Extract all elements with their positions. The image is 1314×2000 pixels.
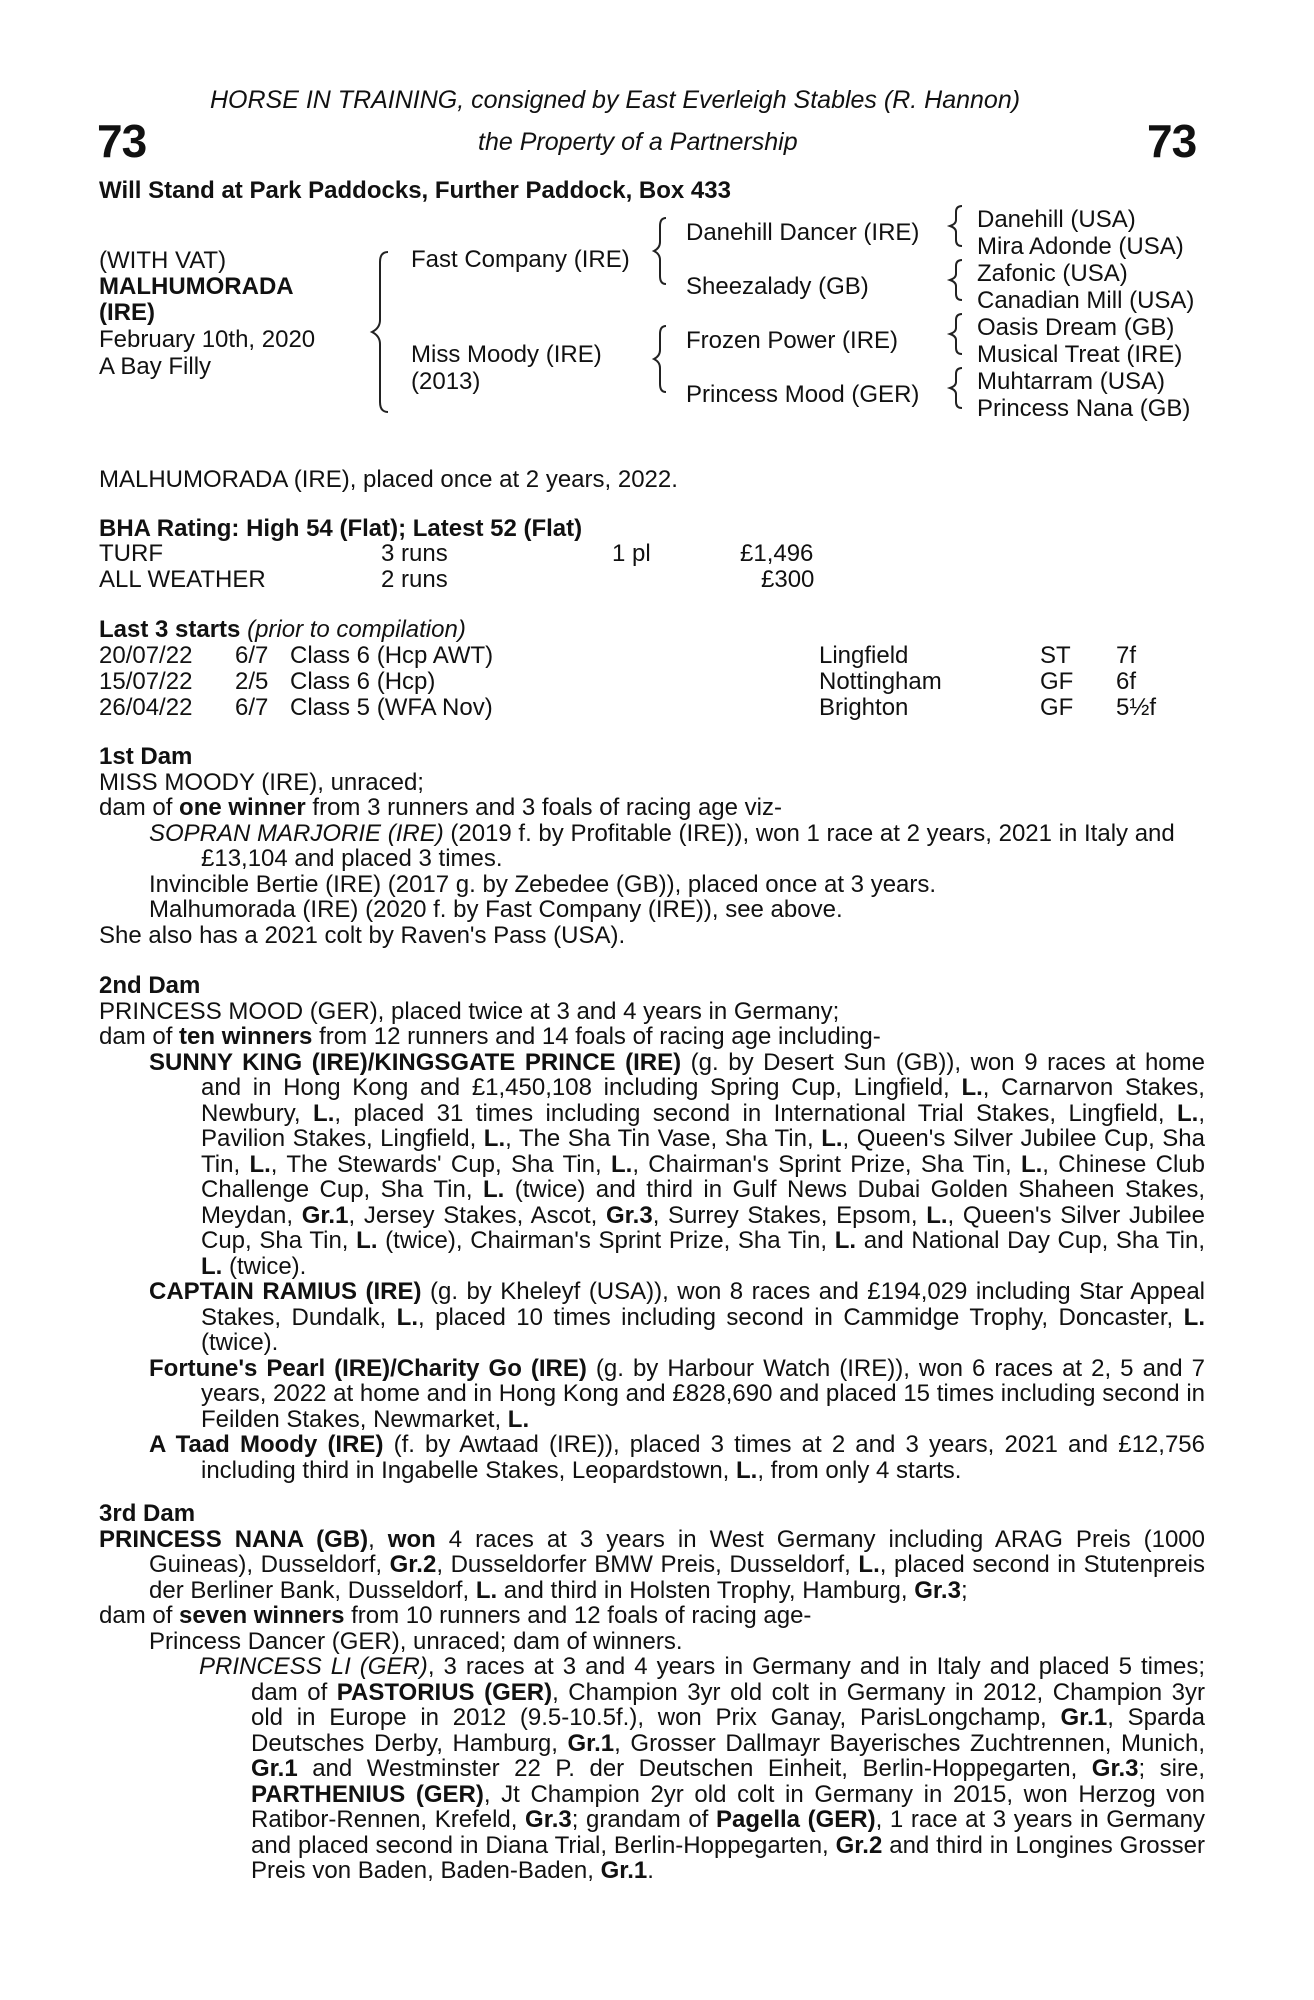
property-line: the Property of a Partnership <box>478 128 798 156</box>
horse-dob: February 10th, 2020 <box>99 326 316 353</box>
race-summary: MALHUMORADA (IRE), placed once at 2 years, 2022. <box>99 466 678 493</box>
ggs-1: Danehill (USA) <box>977 206 1136 233</box>
second-dam-heading: 2nd Dam <box>99 972 201 999</box>
vat-note: (WITH VAT) <box>99 247 227 274</box>
sibling-entry: SUNNY KING (IRE)/KINGSGATE PRINCE (IRE) (g. by Desert Sun (GB)), won 9 races at home and in Hong Kong and £1,450,108 including Spring Cup, Lingfield, L., Carnarvon Stakes, Newbury, L., placed 31 times including second in International Trial Stakes, Lingfield, L., Pavilion Stakes, Lingfield, L., The Sha Tin Vase, Sha Tin, L., Queen's Silver Jubilee Cup, Sha Tin, L., The Stewards' Cup, Sha Tin, L., Chairman's Sprint Prize, Sha Tin, L., Chinese Club Challenge Cup, Sha Tin, L. (twice) and third in Gulf News Dubai Golden Shaheen Stakes, Meydan, Gr.1, Jersey Stakes, Ascot, Gr.3, Surrey Stakes, Epsom, L., Queen's Silver Jubilee Cup, Sha Tin, L. (twice), Chairman's Sprint Prize, Sha Tin, L. and National Day Cup, Sha Tin, L. (twice). <box>149 1048 1206 1280</box>
lot-number-right: 73 <box>1147 115 1197 167</box>
horse-description: A Bay Filly <box>99 353 212 380</box>
ggs-3: Zafonic (USA) <box>977 260 1128 287</box>
sibling-entry: CAPTAIN RAMIUS (IRE) (g. by Kheleyf (USA)), won 8 races and £194,029 including Star Appeal Stakes, Dundalk, L., placed 10 times including second in Cammidge Trophy, Doncaster, L. (twice). <box>149 1278 1206 1356</box>
last-starts-heading: Last 3 starts (prior to compilation) <box>99 616 466 643</box>
ggs-8: Princess Nana (GB) <box>977 395 1191 422</box>
sibling-entry: A Taad Moody (IRE) (f. by Awtaad (IRE)), placed 3 times at 2 and 3 years, 2021 and £12,756 including third in Ingabelle Stakes, Leopardstown, L., from only 4 starts. <box>149 1431 1205 1484</box>
ggs-4: Canadian Mill (USA) <box>977 287 1195 314</box>
second-dam-section: 2nd Dam PRINCESS MOOD (GER), placed twice at 3 and 4 years in Germany; dam of ten winners from 12 runners and 14 foals of racing age including- SUNNY KING (IRE)/KINGSGATE PRINCE (IRE) (g. by Desert Sun (GB)), won 9 races at home and in Hong Kong and £1,450,108 including Spring Cup, Lingfield, L., Carnarvon Stakes, Newbury, L., placed 31 times including second in International Trial Stakes, Lingfield, L., Pavilion Stakes, Lingfield, L., The Sha Tin Vase, Sha Tin, L., Queen's Silver Jubilee Cup, Sha Tin, L., The Stewards' Cup, Sha Tin, L., Chairman's Sprint Prize, Sha Tin, L., Chinese Club Challenge Cup, Sha Tin, L. (twice) and third in Gulf News Dubai Golden Shaheen Stakes, Meydan, Gr.1, Jersey Stakes, Ascot, Gr.3, Surrey Stakes, Epsom, L., Queen's Silver Jubilee Cup, Sha Tin, L. (twice), Chairman's Sprint Prize, Sha Tin, L. and National Day Cup, Sha Tin, L. (twice). CAPTAIN RAMIUS (IRE) (g. by Kheleyf (USA)), won 8 races and £194,029 including Star Appeal Stakes, Dundalk, L., placed 10 times including second in Cammidge Trophy, Doncaster, L. (twice). Fortune's Pearl (IRE)/Charity Go (IRE) (g. by Harbour Watch (IRE)), won 6 races at 2, 5 and 7 years, 2022 at home and in Hong Kong and £828,690 and placed 15 times including second in Feilden Stakes, Newmarket, L. A Taad Moody (IRE) (f. by Awtaad (IRE)), placed 3 times at 2 and 3 years, 2021 and £12,756 including third in Ingabelle Stakes, Leopardstown, L., from only 4 starts. <box>99 972 1206 1484</box>
bha-rating: BHA Rating: High 54 (Flat); Latest 52 (Flat) <box>99 515 583 542</box>
dam-year: (2013) <box>411 368 481 395</box>
first-dam-section: 1st Dam MISS MOODY (IRE), unraced; dam of one winner from 3 runners and 3 foals of racing age viz- SOPRAN MARJORIE (IRE) (2019 f. by Profitable (IRE)), won 1 race at 2 years, 2021 in Italy and £13,104 and placed 3 times. Invincible Bertie (IRE) (2017 g. by Zebedee (GB)), placed once at 3 years. Malhumorada (IRE) (2020 f. by Fast Company (IRE)), see above. She also has a 2021 colt by Raven's Pass (USA). <box>99 744 1205 948</box>
dam-dam: Princess Mood (GER) <box>686 381 920 408</box>
third-dam-heading: 3rd Dam <box>99 1500 196 1527</box>
first-dam-heading: 1st Dam <box>99 743 193 770</box>
consignment-line: HORSE IN TRAINING, consigned by East Everleigh Stables (R. Hannon) <box>210 86 1021 114</box>
sire-sire: Danehill Dancer (IRE) <box>686 219 920 246</box>
sibling-entry: Fortune's Pearl (IRE)/Charity Go (IRE) (g. by Harbour Watch (IRE)), won 6 races at 2, 5 and 7 years, 2022 at home and in Hong Kong and £828,690 and placed 15 times including second in Feilden Stakes, Newmarket, L. <box>149 1354 1205 1433</box>
sire-dam: Sheezalady (GB) <box>686 273 869 300</box>
horse-name: MALHUMORADA <box>99 273 294 300</box>
dam-sire: Frozen Power (IRE) <box>686 327 899 354</box>
third-dam-section: 3rd Dam PRINCESS NANA (GB), won 4 races at 3 years in West Germany including ARAG Preis (1000 Guineas), Dusseldorf, Gr.2, Dusseldorfer BMW Preis, Dusseldorf, L., placed second in Stutenpreis der Berliner Bank, Dusseldorf, L. and third in Holsten Trophy, Hamburg, Gr.3; dam of seven winners from 10 runners and 12 foals of racing age- Princess Dancer (GER), unraced; dam of winners. PRINCESS LI (GER), 3 races at 3 and 4 years in Germany and in Italy and placed 5 times; dam of PASTORIUS (GER), Champion 3yr old colt in Germany in 2012, Champion 3yr old in Europe in 2012 (9.5-10.5f.), won Prix Ganay, ParisLongchamp, Gr.1, Sparda Deutsches Derby, Hamburg, Gr.1, Grosser Dallmayr Bayerisches Zuchtrennen, Munich, Gr.1 and Westminster 22 P. der Deutschen Einheit, Berlin-Hoppegarten, Gr.3; sire, PARTHENIUS (GER), Jt Champion 2yr old colt in Germany in 2015, won Herzog von Ratibor-Rennen, Krefeld, Gr.3; grandam of Pagella (GER), 1 race at 3 years in Germany and placed second in Diana Trial, Berlin-Hoppegarten, Gr.2 and third in Longines Grosser Preis von Baden, Baden-Baden, Gr.1. <box>99 1500 1206 1884</box>
ggs-7: Muhtarram (USA) <box>977 368 1166 395</box>
ggs-5: Oasis Dream (GB) <box>977 314 1175 341</box>
dam: Miss Moody (IRE) <box>411 341 602 368</box>
ggs-6: Musical Treat (IRE) <box>977 341 1183 368</box>
sire: Fast Company (IRE) <box>411 246 630 273</box>
stand-location: Will Stand at Park Paddocks, Further Paddock, Box 433 <box>99 177 731 204</box>
lot-number-left: 73 <box>97 115 147 167</box>
horse-country: (IRE) <box>99 299 155 326</box>
ggs-2: Mira Adonde (USA) <box>977 233 1184 260</box>
